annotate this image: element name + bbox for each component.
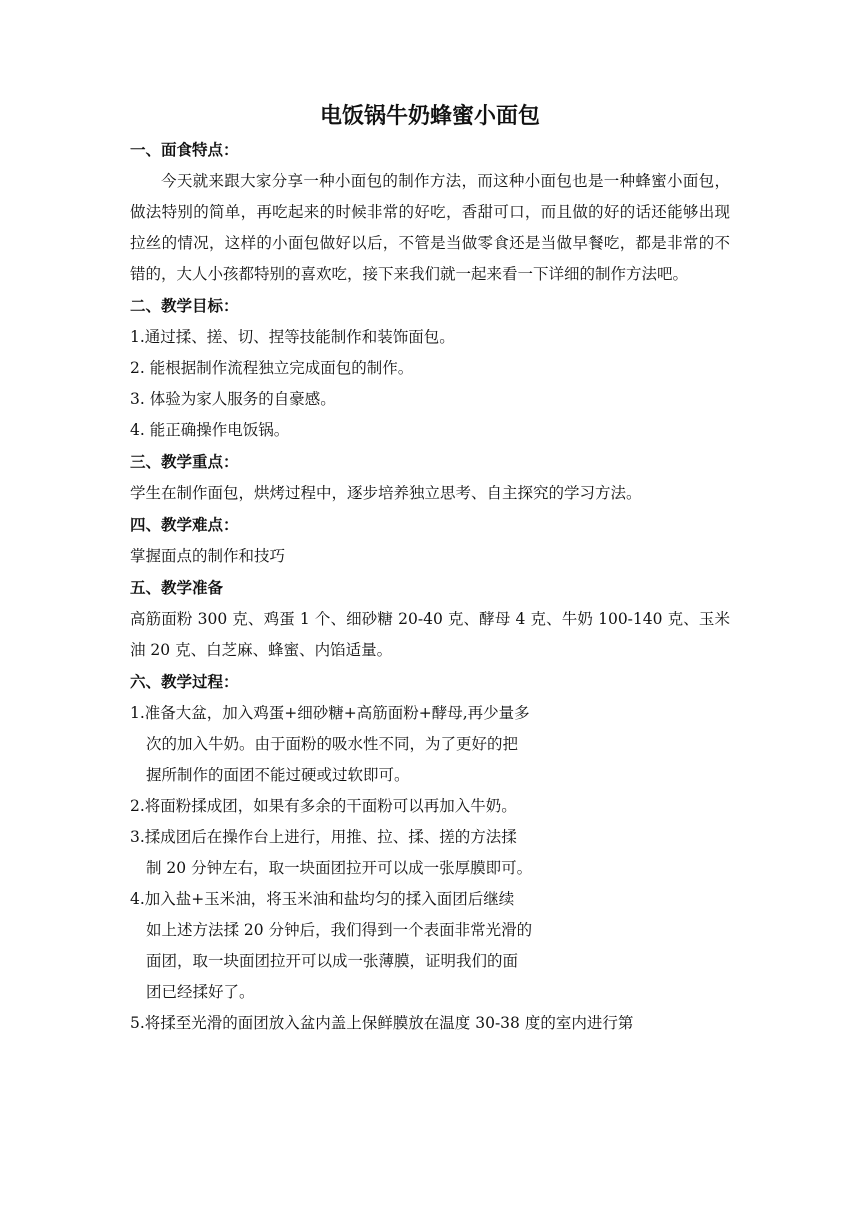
section-features (130, 134, 730, 290)
step-line: 如上述方法揉 20 分钟后，我们得到一个表面非常光滑的 (146, 921, 533, 939)
section-heading: 四、教学难点： (130, 516, 239, 534)
document-page (130, 100, 730, 1039)
section-heading: 二、教学目标： (130, 297, 239, 315)
section-paragraph: 学生在制作面包，烘烤过程中，逐步培养独立思考、自主探究的学习方法。 (130, 484, 642, 502)
step-line: 面团，取一块面团拉开可以成一张薄膜，证明我们的面 (146, 952, 519, 970)
step-line: 次的加入牛奶。由于面粉的吸水性不同，为了更好的把 (146, 735, 519, 753)
section-heading: 六、教学过程： (130, 673, 239, 691)
list-item: 3. 体验为家人服务的自豪感。 (130, 390, 336, 408)
step-line: 5.将揉至光滑的面团放入盆内盖上保鲜膜放在温度 30-38 度的室内进行第 (130, 1014, 634, 1032)
step-line: 3.揉成团后在操作台上进行，用推、拉、揉、搓的方法揉 (130, 828, 517, 846)
step-line: 1.准备大盆，加入鸡蛋+细砂糖+高筋面粉+酵母,再少量多 (130, 704, 530, 722)
step-line: 团已经揉好了。 (146, 983, 255, 1001)
list-item: 4. 能正确操作电饭锅。 (130, 421, 290, 439)
step-line: 2.将面粉揉成团，如果有多余的干面粉可以再加入牛奶。 (130, 797, 517, 815)
step-line: 握所制作的面团不能过硬或过软即可。 (146, 766, 410, 784)
process-step (130, 884, 730, 1008)
section-paragraph: 高筋面粉 300 克、鸡蛋 1 个、细砂糖 20-40 克、酵母 4 克、牛奶 100-140 克、玉米油 20 克、白芝麻、蜂蜜、内馅适量。 (130, 610, 730, 659)
step-line: 4.加入盐+玉米油，将玉米油和盐均匀的揉入面团后继续 (130, 890, 515, 908)
process-step (130, 822, 730, 884)
section-objectives (130, 290, 730, 446)
section-process (130, 666, 730, 1039)
process-step (130, 791, 730, 822)
section-heading: 一、面食特点： (130, 141, 239, 159)
section-preparation (130, 572, 730, 666)
section-heading: 三、教学重点： (130, 453, 239, 471)
step-line: 制 20 分钟左右，取一块面团拉开可以成一张厚膜即可。 (146, 859, 533, 877)
section-paragraph: 掌握面点的制作和技巧 (130, 547, 286, 565)
process-step (130, 698, 730, 791)
section-difficulties (130, 509, 730, 572)
document-title: 电饭锅牛奶蜂蜜小面包 (319, 104, 540, 129)
list-item: 1.通过揉、搓、切、捏等技能制作和装饰面包。 (130, 328, 455, 346)
section-key-points (130, 446, 730, 509)
process-step (130, 1008, 730, 1039)
section-heading: 五、教学准备 (130, 579, 224, 597)
section-paragraph: 今天就来跟大家分享一种小面包的制作方法，而这种小面包也是一种蜂蜜小面包，做法特别的简单，再吃起来的时候非常的好吃，香甜可口，而且做的好的话还能够出现拉丝的情况，这样的小面包做好以后，不管是当做零食还是当做早餐吃，都是非常的不错的，大人小孩都特别的喜欢吃，接下来我们就一起来看一下详细的制作方法吧。 (130, 172, 730, 283)
list-item: 2. 能根据制作流程独立完成面包的制作。 (130, 359, 414, 377)
